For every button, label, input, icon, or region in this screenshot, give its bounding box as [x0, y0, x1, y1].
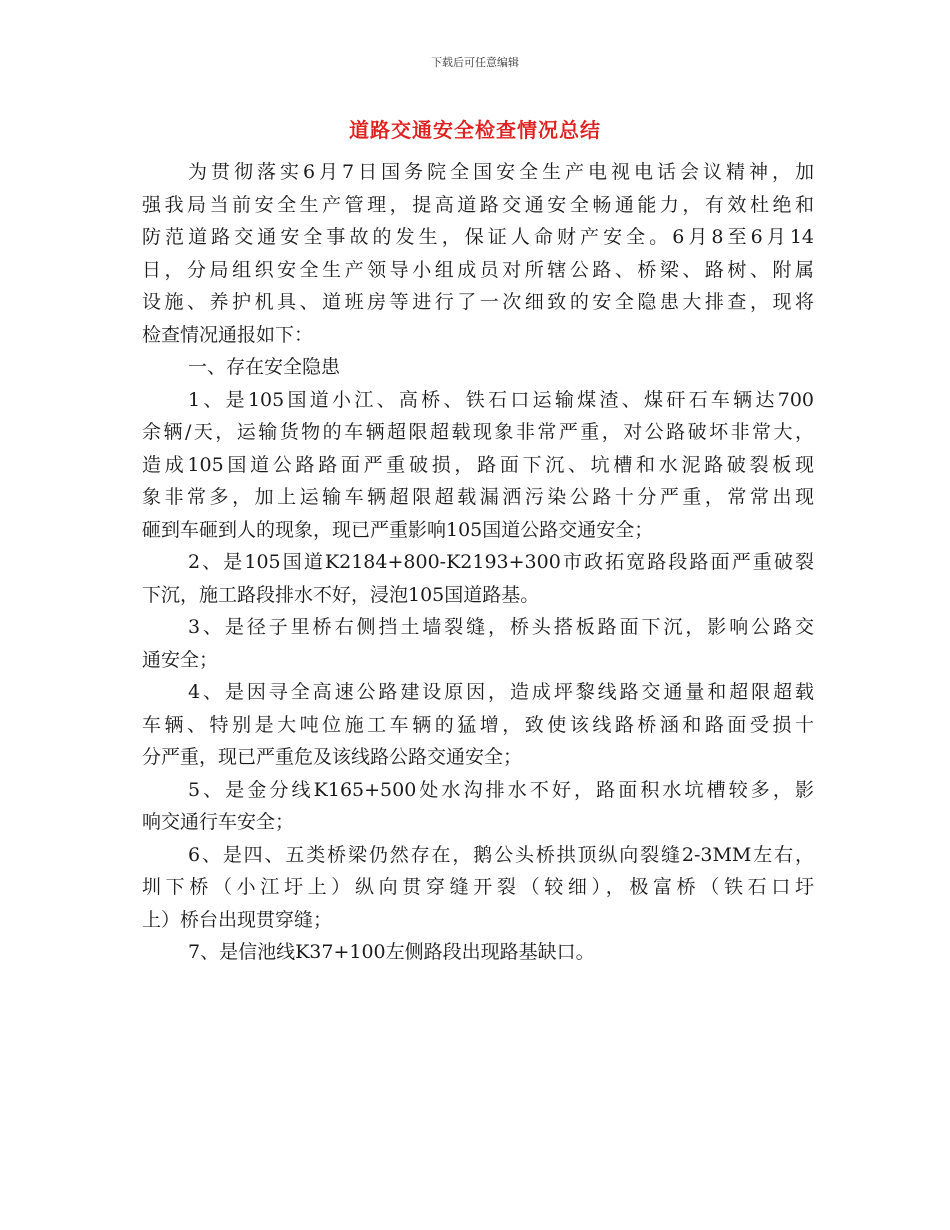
paragraph-line: 余辆/天，运输货物的车辆超限超载现象非常严重，对公路破坏非常大，: [142, 421, 814, 443]
paragraph-line: 造成105国道公路路面严重破损，路面下沉、坑槽和水泥路破裂板现: [142, 453, 814, 476]
paragraph-line: 象非常多，加上运输车辆超限超载漏洒污染公路十分严重，常常出现: [142, 486, 814, 508]
paragraph-line: 砸到车砸到人的现象，现已严重影响105国道公路交通安全；: [142, 518, 654, 541]
paragraph-line: 圳下桥（小江圩上）纵向贯穿缝开裂（较细），极富桥（铁石口圩: [142, 876, 814, 898]
document-body: [142, 156, 814, 969]
paragraph-line: 为贯彻落实6月7日国务院全国安全生产电视电话会议精神，加: [188, 161, 814, 183]
document-title: 道路交通安全检查情况总结: [349, 118, 601, 142]
paragraph-line: 设施、养护机具、道班房等进行了一次细致的安全隐患大排查，现将: [142, 291, 814, 313]
paragraph-line: 4、是因寻全高速公路建设原因，造成坪黎线路交通量和超限超载: [188, 681, 814, 703]
paragraph-line: 7、是信池线K37+100左侧路段出现路基缺口。: [188, 941, 595, 963]
paragraph-line: 3、是径子里桥右侧挡土墙裂缝，桥头搭板路面下沉，影响公路交: [188, 616, 814, 638]
header-note: 下载后可任意编辑: [431, 56, 519, 69]
paragraph-line: 响交通行车安全；: [142, 811, 295, 833]
paragraph-line: 2、是105国道K2184+800-K2193+300市政拓宽路段路面严重破裂: [188, 551, 814, 573]
paragraph-line: 强我局当前安全生产管理，提高道路交通安全畅通能力，有效杜绝和: [142, 193, 814, 216]
paragraph-line: 通安全；: [142, 648, 219, 671]
paragraph-line: 下沉，施工路段排水不好，浸泡105国道路基。: [142, 583, 540, 606]
paragraph-line: 防范道路交通安全事故的发生，保证人命财产安全。6月8至6月14: [142, 226, 814, 248]
paragraph-line: 6、是四、五类桥梁仍然存在，鹅公头桥拱顶纵向裂缝2-3MM左右，: [188, 843, 814, 866]
paragraph-line: 1、是105国道小江、高桥、铁石口运输煤渣、煤矸石车辆达700: [188, 388, 814, 411]
paragraph-line: 分严重，现已严重危及该线路公路交通安全；: [142, 746, 523, 768]
paragraph-line: 检查情况通报如下：: [142, 323, 314, 346]
paragraph-line: 车辆、特别是大吨位施工车辆的猛增，致使该线路桥涵和路面受损十: [142, 713, 814, 736]
section-heading: 一、存在安全隐患: [188, 356, 341, 378]
paragraph-line: 5、是金分线K165+500处水沟排水不好，路面积水坑槽较多，影: [188, 778, 814, 801]
paragraph-line: 上）桥台出现贯穿缝；: [142, 908, 333, 931]
paragraph-line: 日，分局组织安全生产领导小组成员对所辖公路、桥梁、路树、附属: [142, 258, 814, 281]
